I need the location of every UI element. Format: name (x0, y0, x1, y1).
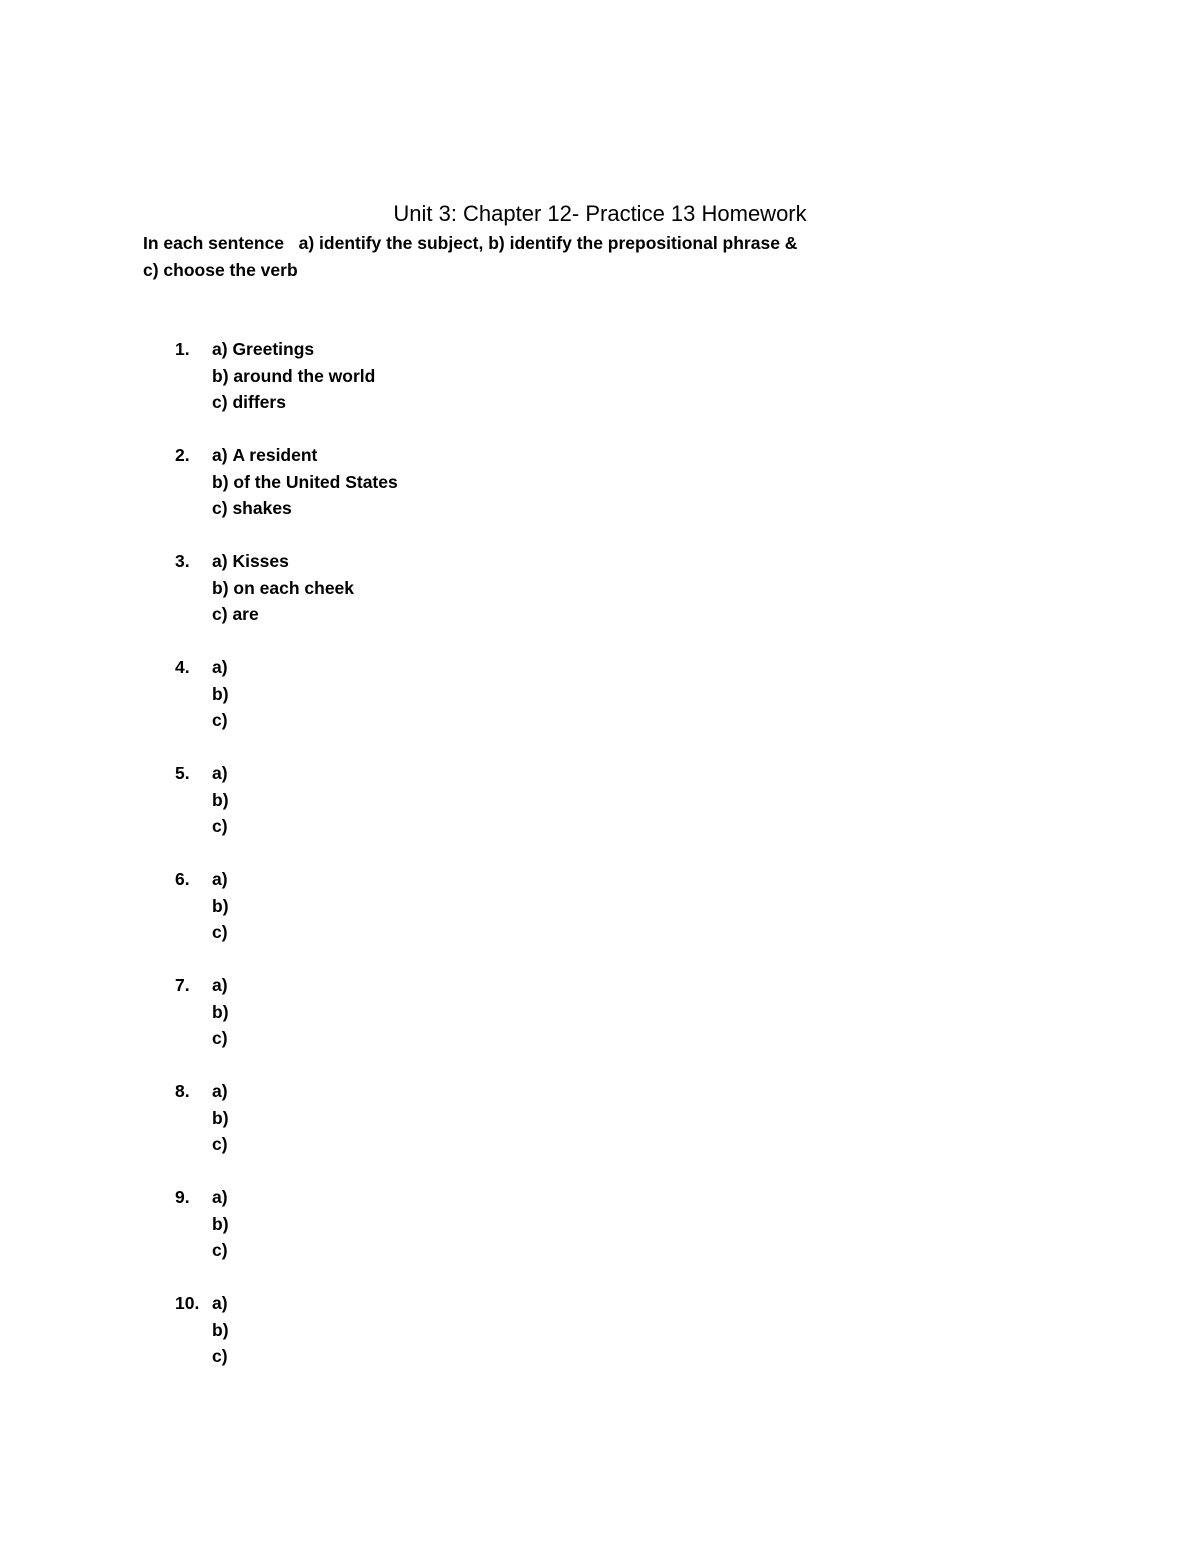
answer-line (212, 1078, 229, 1105)
question-number: 8. (175, 1081, 190, 1101)
answer-line (212, 1105, 229, 1132)
answer-parts (212, 866, 229, 946)
part-letter: c) (212, 392, 228, 412)
question-item (0, 336, 1200, 442)
answer-line (212, 1317, 229, 1344)
answer-line (212, 495, 398, 522)
question-item (0, 654, 1200, 760)
answer-parts (212, 442, 398, 522)
answer-line (212, 1290, 229, 1317)
question-list (0, 336, 1200, 1396)
answer-line (212, 1237, 229, 1264)
answer-line (212, 1343, 229, 1370)
part-letter: c) (212, 710, 228, 730)
question-item (0, 760, 1200, 866)
answer-text: differs (232, 392, 286, 412)
answer-parts (212, 336, 375, 416)
answer-parts (212, 1078, 229, 1158)
page-title: Unit 3: Chapter 12- Practice 13 Homework (393, 201, 807, 226)
answer-line (212, 1131, 229, 1158)
instructions-line: c) choose the verb (143, 260, 298, 280)
answer-text: of the United States (233, 471, 398, 492)
answer-line (212, 972, 229, 999)
answer-line (212, 813, 229, 840)
part-letter: a) (212, 975, 228, 995)
answer-line (212, 1184, 229, 1211)
part-letter: b) (212, 471, 229, 492)
part-letter: b) (212, 1107, 229, 1128)
answer-line (212, 654, 229, 681)
answer-line (212, 681, 229, 708)
answer-text: are (232, 604, 259, 624)
part-letter: c) (212, 816, 228, 836)
answer-line (212, 363, 375, 390)
question-number: 9. (175, 1187, 190, 1207)
question-number: 5. (175, 763, 190, 783)
answer-line (212, 787, 229, 814)
answer-line (212, 1211, 229, 1238)
part-letter: b) (212, 1213, 229, 1234)
part-letter: b) (212, 365, 229, 386)
question-number: 10. (175, 1293, 200, 1313)
part-letter: c) (212, 498, 228, 518)
part-letter: a) (212, 1293, 228, 1313)
part-letter: b) (212, 1001, 229, 1022)
part-letter: b) (212, 789, 229, 810)
answer-line (212, 575, 354, 602)
answer-line (212, 919, 229, 946)
question-number: 4. (175, 657, 190, 677)
answer-line (212, 707, 229, 734)
part-letter: a) (212, 445, 228, 465)
part-letter: c) (212, 1028, 228, 1048)
instructions-line: In each sentence a) identify the subject, b) identify the prepositional phrase & (143, 233, 798, 253)
part-letter: a) (212, 551, 228, 571)
answer-text: shakes (232, 498, 292, 518)
question-item (0, 548, 1200, 654)
part-letter: c) (212, 1240, 228, 1260)
part-letter: a) (212, 763, 228, 783)
question-item (0, 866, 1200, 972)
part-letter: b) (212, 895, 229, 916)
question-number: 3. (175, 551, 190, 571)
part-letter: b) (212, 1319, 229, 1340)
answer-parts (212, 760, 229, 840)
answer-line (212, 389, 375, 416)
part-letter: c) (212, 604, 228, 624)
answer-line (212, 601, 354, 628)
answer-line (212, 866, 229, 893)
question-item (0, 442, 1200, 548)
question-number: 2. (175, 445, 190, 465)
part-letter: a) (212, 869, 228, 889)
part-letter: c) (212, 1134, 228, 1154)
answer-text: A resident (232, 445, 318, 465)
answer-parts (212, 972, 229, 1052)
answer-parts (212, 654, 229, 734)
question-item (0, 972, 1200, 1078)
question-number: 7. (175, 975, 190, 995)
answer-parts (212, 548, 354, 628)
answer-line (212, 760, 229, 787)
part-letter: a) (212, 1187, 228, 1207)
part-letter: c) (212, 1346, 228, 1366)
answer-text: around the world (233, 365, 376, 386)
part-letter: a) (212, 657, 228, 677)
answer-line (212, 548, 354, 575)
question-item (0, 1290, 1200, 1396)
answer-line (212, 336, 375, 363)
question-item (0, 1184, 1200, 1290)
question-number: 6. (175, 869, 190, 889)
answer-text: Greetings (232, 339, 315, 359)
answer-line (212, 469, 398, 496)
part-letter: c) (212, 922, 228, 942)
answer-parts (212, 1290, 229, 1370)
instructions (143, 230, 903, 284)
answer-line (212, 893, 229, 920)
answer-text: on each cheek (233, 577, 355, 598)
part-letter: b) (212, 577, 229, 598)
question-item (0, 1078, 1200, 1184)
answer-parts (212, 1184, 229, 1264)
answer-line (212, 442, 398, 469)
question-number: 1. (175, 339, 190, 359)
part-letter: b) (212, 683, 229, 704)
answer-line (212, 999, 229, 1026)
answer-line (212, 1025, 229, 1052)
part-letter: a) (212, 339, 228, 359)
part-letter: a) (212, 1081, 228, 1101)
answer-text: Kisses (232, 551, 289, 571)
